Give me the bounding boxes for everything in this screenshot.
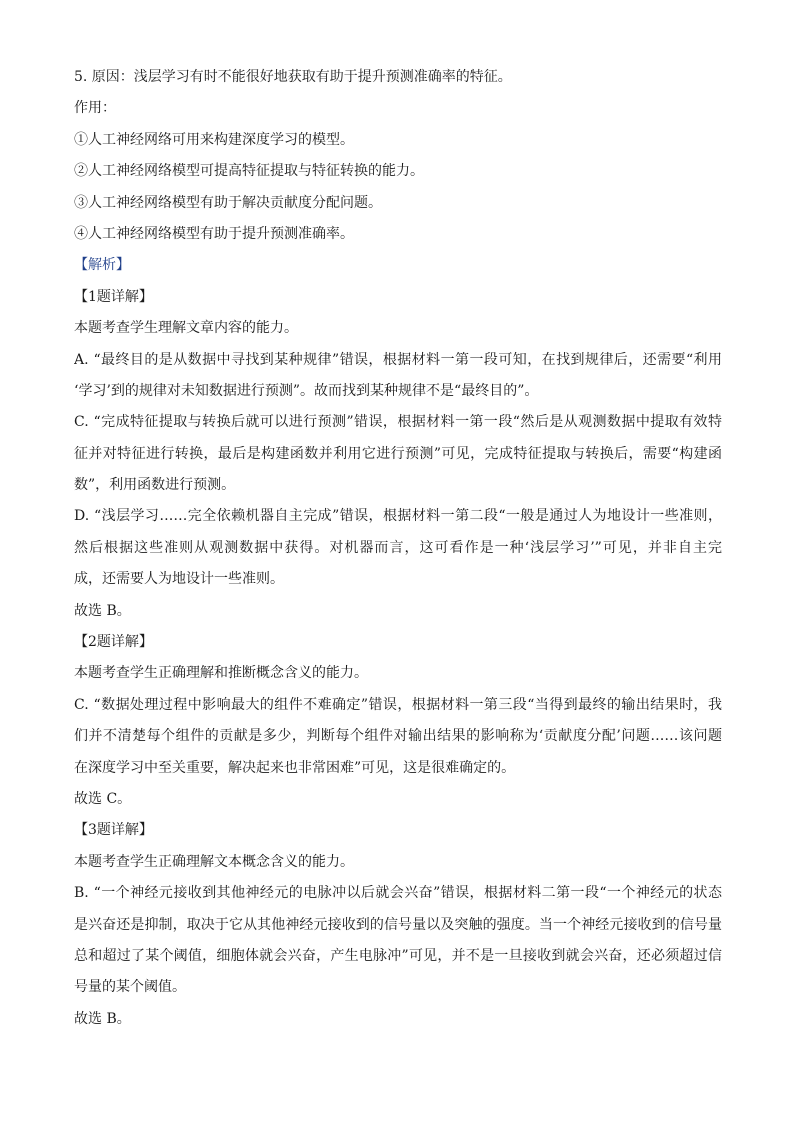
- q3-heading: 【3题详解】: [74, 822, 153, 839]
- q2-heading: 【2题详解】: [74, 634, 153, 651]
- q1-option-c-line2: 征并对特征进行转换，最后是构建函数并利用它进行预测”可见，完成特征提取与转换后，需要“构建函: [74, 445, 722, 462]
- q1-option-d-line3: 成，还需要人为地设计一些准则。: [74, 571, 284, 588]
- q1-option-d-line1: D. “浅层学习……完全依赖机器自主完成”错误，根据材料一第二段“一般是通过人为地设计一些准则，: [74, 508, 722, 525]
- q1-answer: 故选 B。: [74, 602, 131, 619]
- q2-option-c-line1: C. “数据处理过程中影响最大的组件不难确定”错误，根据材料一第三段“当得到最终的输出结果时，我: [74, 696, 722, 713]
- q2-intro: 本题考查学生正确理解和推断概念含义的能力。: [74, 665, 368, 682]
- analysis-heading: 【解析】: [74, 257, 130, 274]
- q1-heading: 【1题详解】: [74, 288, 153, 305]
- function-item-3: ③人工神经网络模型有助于解决贡献度分配问题。: [74, 194, 382, 211]
- function-item-1: ①人工神经网络可用来构建深度学习的模型。: [74, 131, 354, 148]
- q1-intro: 本题考查学生理解文章内容的能力。: [74, 320, 298, 337]
- q3-answer: 故选 B。: [74, 1010, 131, 1027]
- q3-option-b-line1: B. “一个神经元接收到其他神经元的电脉冲以后就会兴奋”错误，根据材料二第一段“一个神经元的状态: [74, 885, 722, 902]
- function-item-2: ②人工神经网络模型可提高特征提取与特征转换的能力。: [74, 163, 424, 180]
- q2-answer: 故选 C。: [74, 790, 132, 807]
- function-item-4: ④人工神经网络模型有助于提升预测准确率。: [74, 225, 354, 242]
- q2-option-c-line3: 在深度学习中至关重要，解决起来也非常困难”可见，这是很难确定的。: [74, 759, 516, 776]
- q3-option-b-line4: 号量的某个阈值。: [74, 979, 186, 996]
- q1-option-d-line2: 然后根据这些准则从观测数据中获得。对机器而言，这可看作是一种‘浅层学习’”可见，并非自主完: [74, 539, 722, 556]
- q2-option-c-line2: 们并不清楚每个组件的贡献是多少，判断每个组件对输出结果的影响称为‘贡献度分配’问题……该问题: [74, 728, 722, 745]
- q1-option-a-line1: A. “最终目的是从数据中寻找到某种规律”错误，根据材料一第一段可知，在找到规律后，还需要“利用: [74, 351, 722, 368]
- q3-option-b-line3: 总和超过了某个阈值，细胞体就会兴奋，产生电脉冲”可见，并不是一旦接收到就会兴奋，还必须超过信: [74, 947, 722, 964]
- q1-option-c-line1: C. “完成特征提取与转换后就可以进行预测”错误，根据材料一第一段“然后是从观测数据中提取有效特: [74, 414, 722, 431]
- answer-5-function-label: 作用：: [74, 100, 116, 117]
- answer-5-reason: 5. 原因：浅层学习有时不能很好地获取有助于提升预测准确率的特征。: [74, 69, 512, 85]
- q1-option-c-line3: 数”，利用函数进行预测。: [74, 477, 236, 494]
- q1-option-a-line2: ‘学习’到的规律对未知数据进行预测”。故而找到某种规律不是“最终目的”。: [74, 382, 539, 399]
- document-page: [74, 62, 722, 1035]
- q3-intro: 本题考查学生正确理解文本概念含义的能力。: [74, 853, 354, 870]
- q3-option-b-line2: 是兴奋还是抑制，取决于它从其他神经元接收到的信号量以及突触的强度。当一个神经元接收到的信号量: [74, 916, 722, 933]
